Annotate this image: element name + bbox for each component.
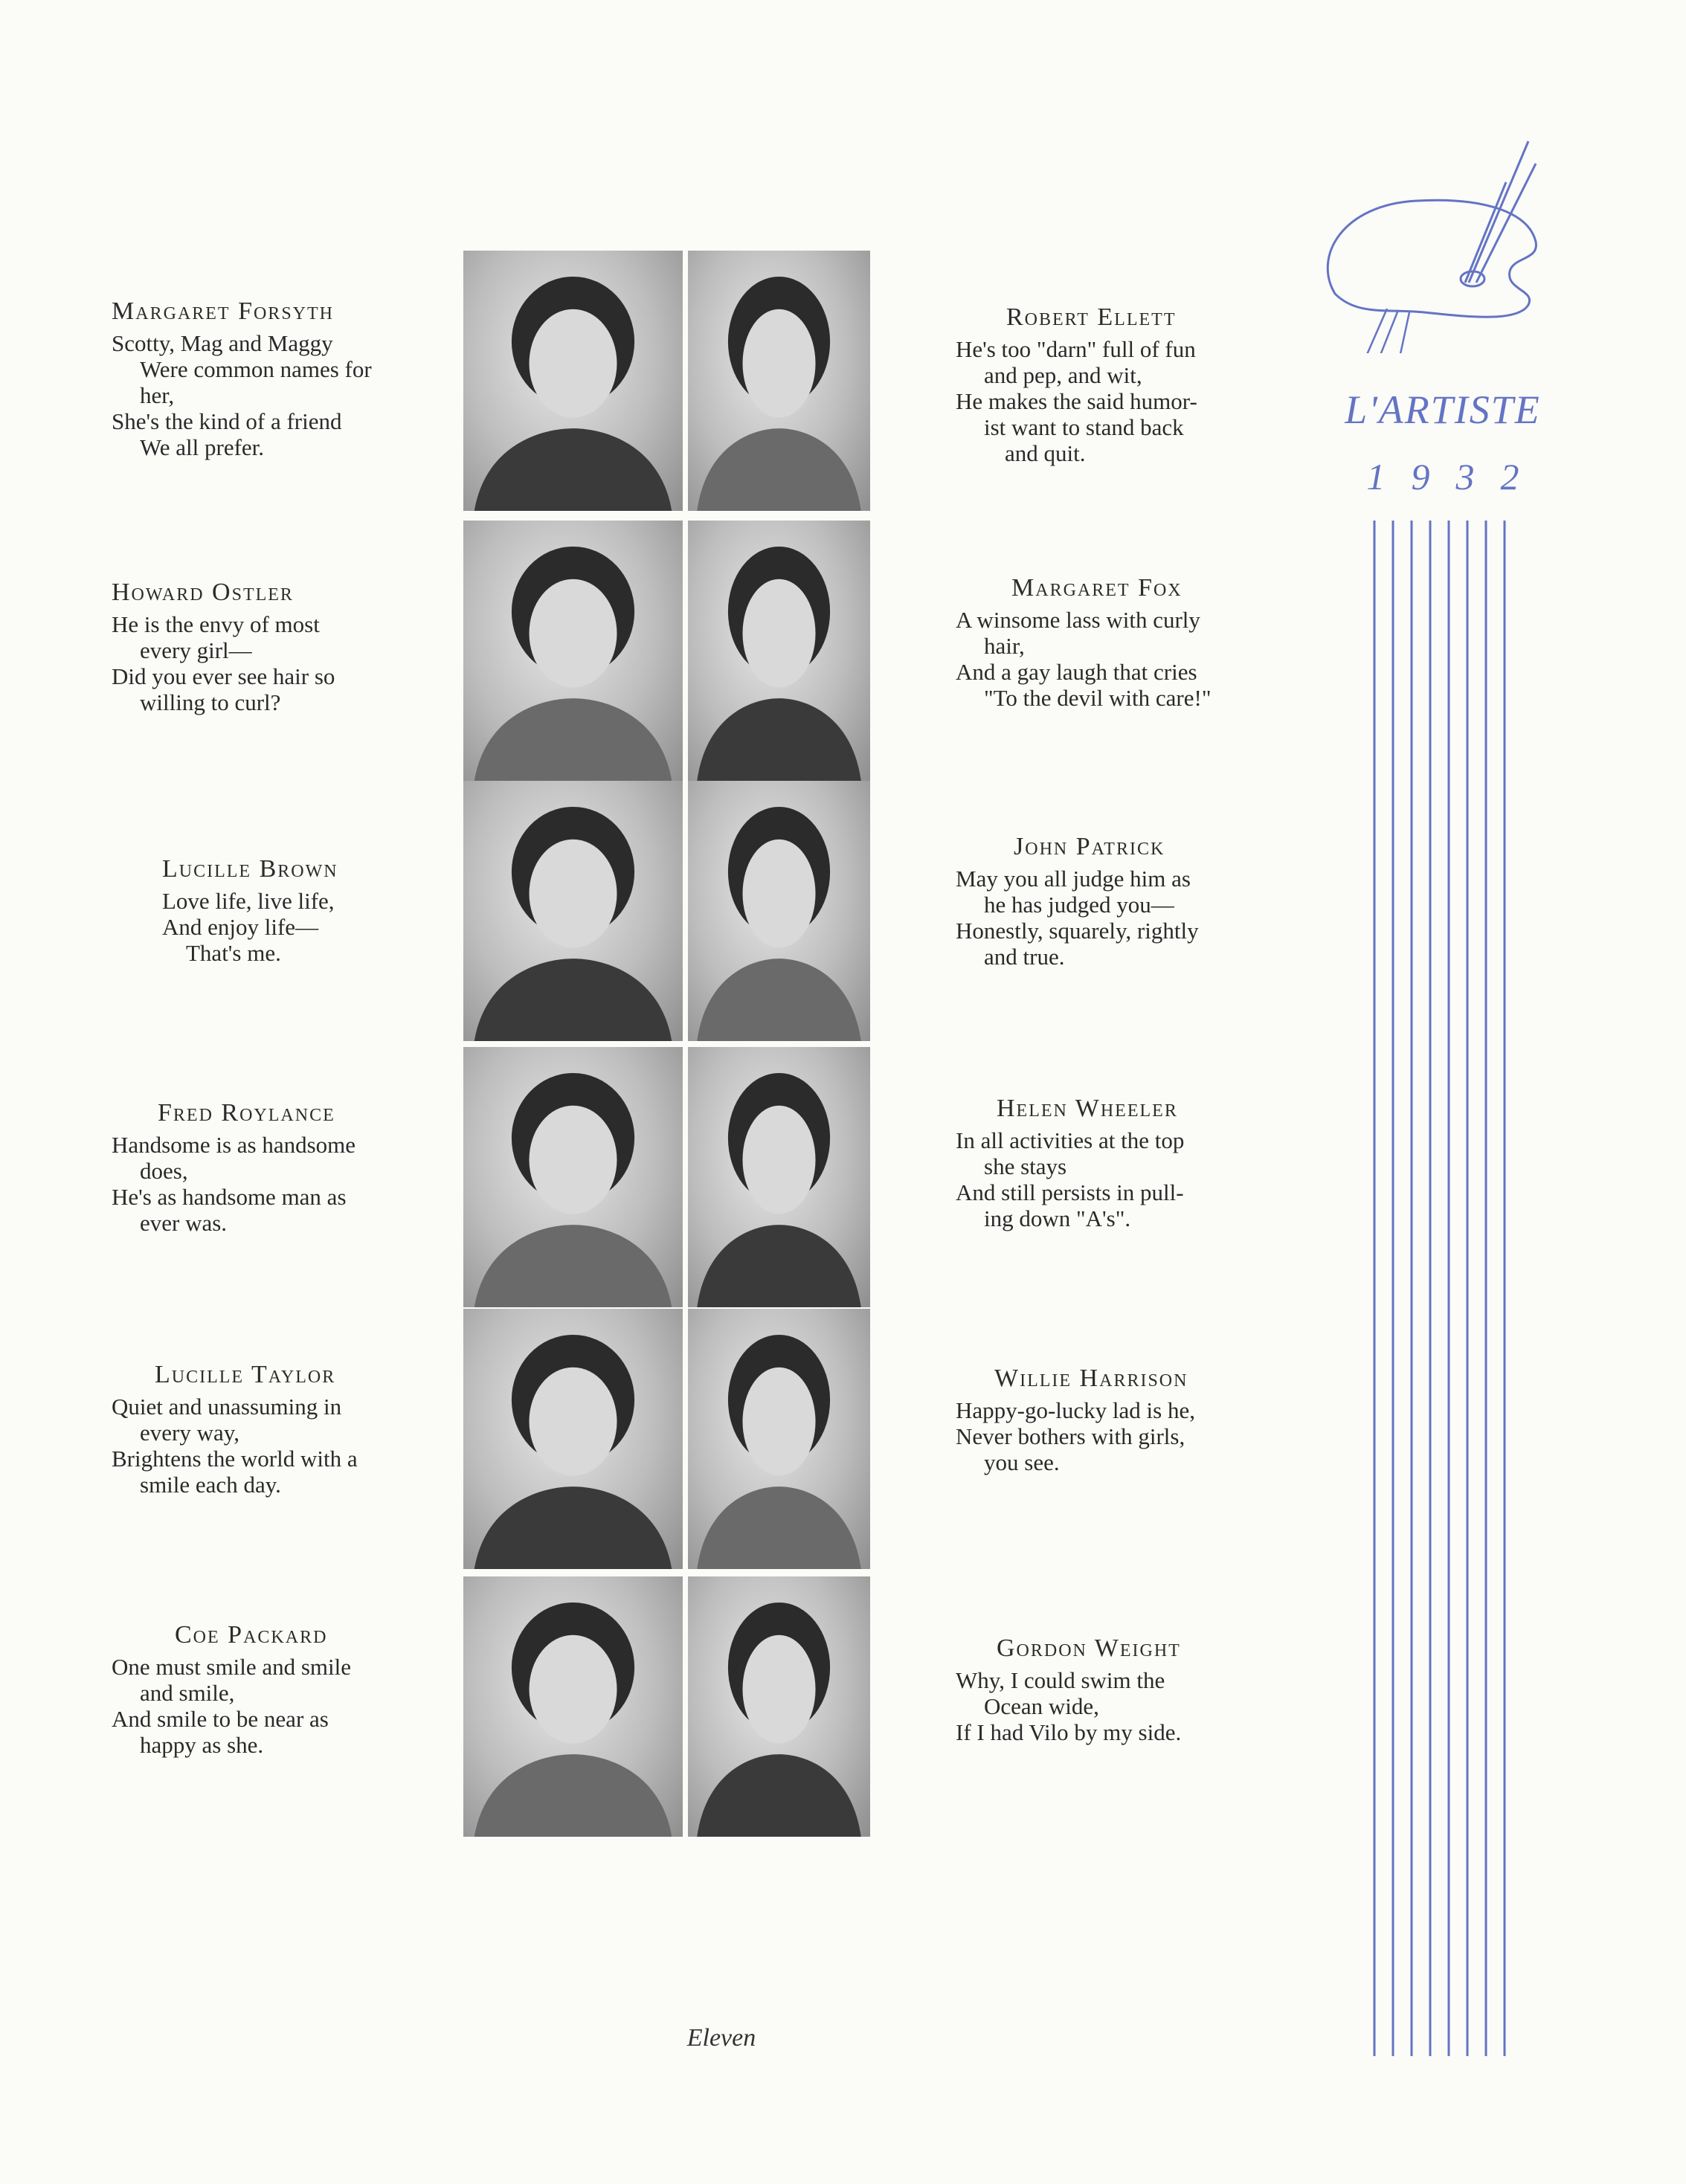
entry-fred-roylance bbox=[112, 1099, 420, 1236]
entry-helen-wheeler bbox=[956, 1095, 1264, 1231]
portrait-photo bbox=[463, 1309, 683, 1569]
portrait-photo bbox=[463, 781, 683, 1041]
student-name: Howard Ostler bbox=[112, 579, 294, 606]
student-name: Margaret Fox bbox=[1011, 574, 1183, 602]
student-name: Margaret Forsyth bbox=[112, 297, 334, 325]
verse-line: Brightens the world with a bbox=[112, 1446, 358, 1472]
year-digit: 2 bbox=[1500, 456, 1519, 497]
verse-line: her, bbox=[140, 382, 175, 408]
verse-line: Honestly, squarely, rightly bbox=[956, 918, 1199, 944]
verse-line: He's too "darn" full of fun bbox=[956, 336, 1196, 362]
entry-margaret-forsyth bbox=[112, 297, 420, 460]
verse-line: Did you ever see hair so bbox=[112, 663, 335, 689]
student-name: Helen Wheeler bbox=[997, 1095, 1178, 1122]
verse-line: Scotty, Mag and Maggy bbox=[112, 330, 333, 356]
portrait-photo bbox=[463, 251, 683, 511]
yearbook-year bbox=[1331, 455, 1554, 498]
year-digit: 1 bbox=[1366, 456, 1386, 497]
verse-line: Handsome is as handsome bbox=[112, 1132, 356, 1158]
verse-line: every girl— bbox=[140, 637, 252, 663]
verse-line: willing to curl? bbox=[140, 689, 281, 715]
student-name: Lucille Taylor bbox=[155, 1361, 336, 1388]
entry-lucille-taylor bbox=[112, 1361, 420, 1498]
verse-line: ist want to stand back bbox=[984, 414, 1184, 440]
verse-line: He's as handsome man as bbox=[112, 1184, 347, 1210]
entry-willie-harrison bbox=[956, 1365, 1264, 1475]
portrait-photo bbox=[463, 521, 683, 781]
verse-line: happy as she. bbox=[140, 1732, 264, 1758]
portrait-photo bbox=[688, 521, 870, 781]
verse-line: A winsome lass with curly bbox=[956, 607, 1200, 633]
verse-line: you see. bbox=[984, 1449, 1060, 1475]
verse-line: and pep, and wit, bbox=[984, 362, 1142, 388]
student-name: Willie Harrison bbox=[994, 1365, 1188, 1392]
verse-line: she stays bbox=[984, 1153, 1067, 1179]
verse-line: And still persists in pull- bbox=[956, 1179, 1184, 1205]
entry-howard-ostler bbox=[112, 579, 420, 715]
verse-line: every way, bbox=[140, 1420, 239, 1446]
verse-line: Quiet and unassuming in bbox=[112, 1394, 342, 1420]
verse-line: Love life, live life, bbox=[162, 888, 335, 914]
verse-line: We all prefer. bbox=[140, 434, 265, 460]
verse-line: And enjoy life— bbox=[162, 914, 319, 940]
portrait-photo bbox=[688, 1576, 870, 1837]
entry-robert-ellett bbox=[956, 303, 1264, 466]
verse-line: and quit. bbox=[1005, 440, 1086, 466]
entry-john-patrick bbox=[956, 833, 1264, 970]
portrait-photo bbox=[688, 1309, 870, 1569]
entry-coe-packard bbox=[112, 1621, 420, 1758]
verse-line: If I had Vilo by my side. bbox=[956, 1719, 1182, 1745]
verse-line: hair, bbox=[984, 633, 1025, 659]
verse-line: One must smile and smile bbox=[112, 1654, 352, 1680]
verse-line: Ocean wide, bbox=[984, 1693, 1099, 1719]
portrait-photo bbox=[688, 1047, 870, 1307]
verse-line: Never bothers with girls, bbox=[956, 1423, 1185, 1449]
yearbook-title: L'ARTISTE bbox=[1345, 387, 1541, 432]
decorative-vertical-lines bbox=[1371, 521, 1512, 2056]
verse-line: does, bbox=[140, 1158, 188, 1184]
year-digit: 3 bbox=[1455, 456, 1475, 497]
student-name: Coe Packard bbox=[175, 1621, 328, 1649]
entry-margaret-fox bbox=[956, 574, 1264, 711]
entry-gordon-weight bbox=[956, 1634, 1264, 1745]
student-name: Fred Roylance bbox=[158, 1099, 335, 1127]
student-name: Gordon Weight bbox=[997, 1634, 1181, 1662]
verse-line: smile each day. bbox=[140, 1472, 281, 1498]
student-name: John Patrick bbox=[1014, 833, 1165, 860]
verse-line: and smile, bbox=[140, 1680, 235, 1706]
verse-line: And smile to be near as bbox=[112, 1706, 329, 1732]
verse-line: That's me. bbox=[186, 940, 281, 966]
verse-line: He is the envy of most bbox=[112, 611, 320, 637]
verse-line: Were common names for bbox=[140, 356, 372, 382]
verse-line: Happy-go-lucky lad is he, bbox=[956, 1397, 1195, 1423]
verse-line: He makes the said humor- bbox=[956, 388, 1197, 414]
portrait-photo bbox=[463, 1047, 683, 1307]
verse-line: And a gay laugh that cries bbox=[956, 659, 1197, 685]
verse-line: ing down "A's". bbox=[984, 1205, 1131, 1231]
verse-line: and true. bbox=[984, 944, 1065, 970]
verse-line: "To the devil with care!" bbox=[984, 685, 1212, 711]
student-name: Lucille Brown bbox=[162, 855, 338, 883]
verse-line: She's the kind of a friend bbox=[112, 408, 342, 434]
verse-line: Why, I could swim the bbox=[956, 1667, 1165, 1693]
palette-icon bbox=[1313, 130, 1558, 353]
year-digit: 9 bbox=[1411, 456, 1430, 497]
verse-line: he has judged you— bbox=[984, 892, 1174, 918]
entry-lucille-brown bbox=[112, 855, 420, 966]
student-name: Robert Ellett bbox=[1006, 303, 1177, 331]
portrait-photo bbox=[688, 251, 870, 511]
page-number: Eleven bbox=[686, 2024, 756, 2052]
portrait-photo bbox=[463, 1576, 683, 1837]
verse-line: May you all judge him as bbox=[956, 866, 1191, 892]
portrait-photo bbox=[688, 781, 870, 1041]
verse-line: In all activities at the top bbox=[956, 1127, 1185, 1153]
verse-line: ever was. bbox=[140, 1210, 228, 1236]
